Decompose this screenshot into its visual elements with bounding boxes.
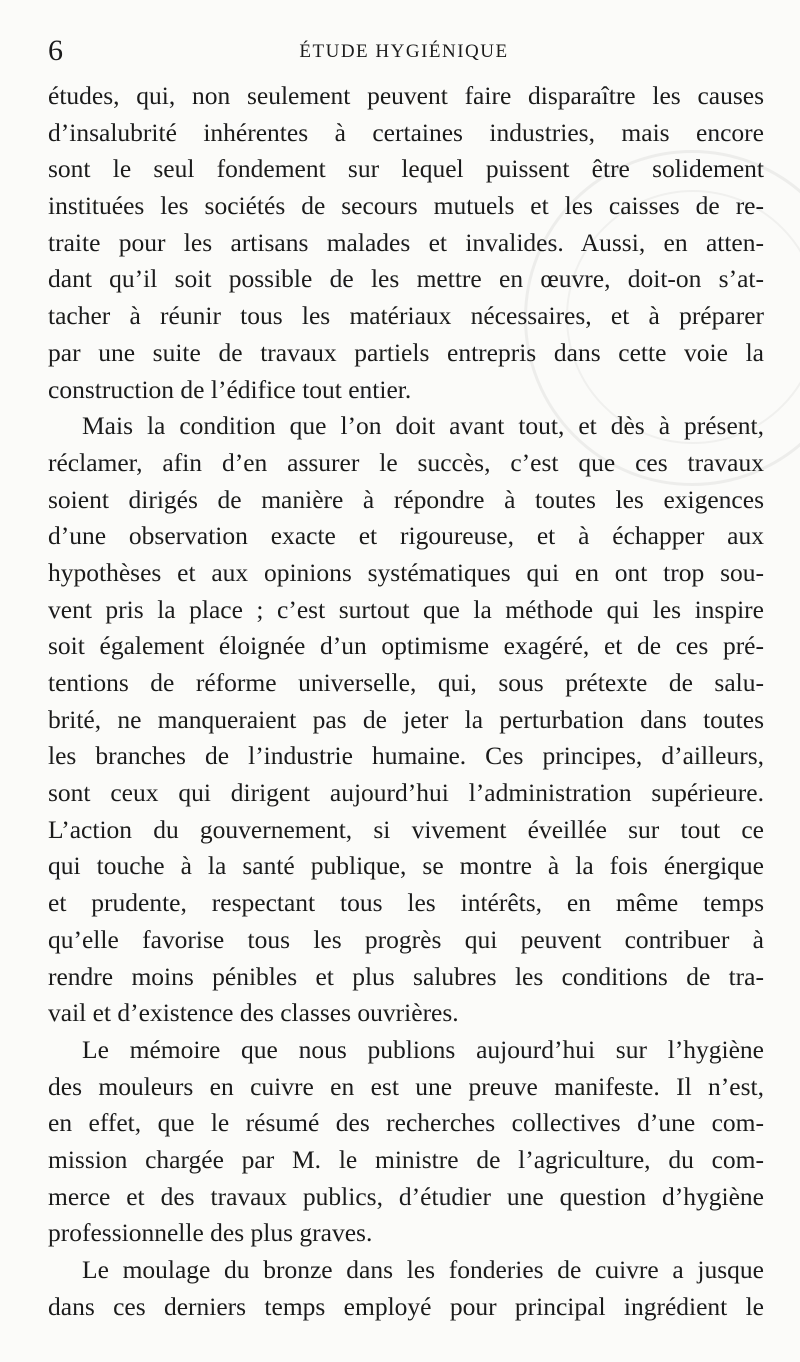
text-line: des mouleurs en cuivre en est une preuve manifeste. Il n’est, xyxy=(48,1071,764,1101)
text-line: d’insalubrité inhérentes à certaines industries, mais encore xyxy=(48,117,764,147)
text-line: tentions de réforme universelle, qui, sous prétexte de salu- xyxy=(48,668,764,697)
text-line: d’une observation exacte et rigoureuse, et à échapper aux xyxy=(48,521,764,551)
text-line: soient dirigés de manière à répondre à toutes les exigences xyxy=(48,484,764,514)
page-number: 6 xyxy=(48,34,63,67)
text-line: traite pour les artisans malades et invalides. Aussi, en atten- xyxy=(48,227,764,257)
text-line: par une suite de travaux partiels entrepris dans cette voie la xyxy=(48,337,764,367)
text-line: et prudente, respectant tous les intérêts, en même temps xyxy=(48,888,764,918)
text-line: études, qui, non seulement peuvent faire disparaître les causes xyxy=(48,81,764,110)
text-line: dans ces derniers temps employé pour principal ingrédient le xyxy=(48,1291,764,1321)
text-line: sont le seul fondement sur lequel puissent être solidement xyxy=(48,154,764,184)
text-line: construction de l’édifice tout entier. xyxy=(48,374,412,404)
text-line: merce et des travaux publics, d’étudier une question d’hygiène xyxy=(48,1181,764,1211)
text-line: en effet, que le résumé des recherches collectives d’une com- xyxy=(48,1108,764,1138)
text-line: vent pris la place ; c’est surtout que la méthode qui les inspire xyxy=(48,594,764,624)
text-line: Mais la condition que l’on doit avant tout, et dès à présent, xyxy=(82,411,764,441)
text-line: tacher à réunir tous les matériaux nécessaires, et à préparer xyxy=(48,301,764,331)
text-line: hypothèses et aux opinions systématiques qui en ont trop sou- xyxy=(48,557,764,587)
text-line: Le moulage du bronze dans les fonderies de cuivre a jusque xyxy=(82,1255,764,1284)
text-line: vail et d’existence des classes ouvrières. xyxy=(48,998,459,1028)
text-line: brité, ne manqueraient pas de jeter la perturbation dans toutes xyxy=(48,704,764,734)
body-text xyxy=(48,78,764,1325)
text-line: réclamer, afin d’en assurer le succès, c’est que ces travaux xyxy=(48,447,764,477)
text-line: qu’elle favorise tous les progrès qui peuvent contribuer à xyxy=(48,924,764,954)
text-line: soit également éloignée d’un optimisme exagéré, et de ces pré- xyxy=(48,631,764,661)
running-head xyxy=(48,34,760,74)
text-line: qui touche à la santé publique, se montre à la fois énergique xyxy=(48,851,764,881)
text-line: instituées les sociétés de secours mutuels et les caisses de re- xyxy=(48,191,764,221)
text-line: sont ceux qui dirigent aujourd’hui l’administration supérieure. xyxy=(48,778,764,808)
text-line: professionnelle des plus graves. xyxy=(48,1218,373,1248)
running-title: ÉTUDE HYGIÉNIQUE xyxy=(299,41,509,62)
text-line: dant qu’il soit possible de les mettre en œuvre, doit-on s’at- xyxy=(48,264,764,294)
text-line: les branches de l’industrie humaine. Ces principes, d’ailleurs, xyxy=(48,741,764,771)
text-line: mission chargée par M. le ministre de l’agriculture, du com- xyxy=(48,1144,764,1174)
text-line: L’action du gouvernement, si vivement éveillée sur tout ce xyxy=(48,814,764,844)
text-line: Le mémoire que nous publions aujourd’hui sur l’hygiène xyxy=(82,1034,764,1064)
text-line: rendre moins pénibles et plus salubres les conditions de tra- xyxy=(48,961,764,991)
